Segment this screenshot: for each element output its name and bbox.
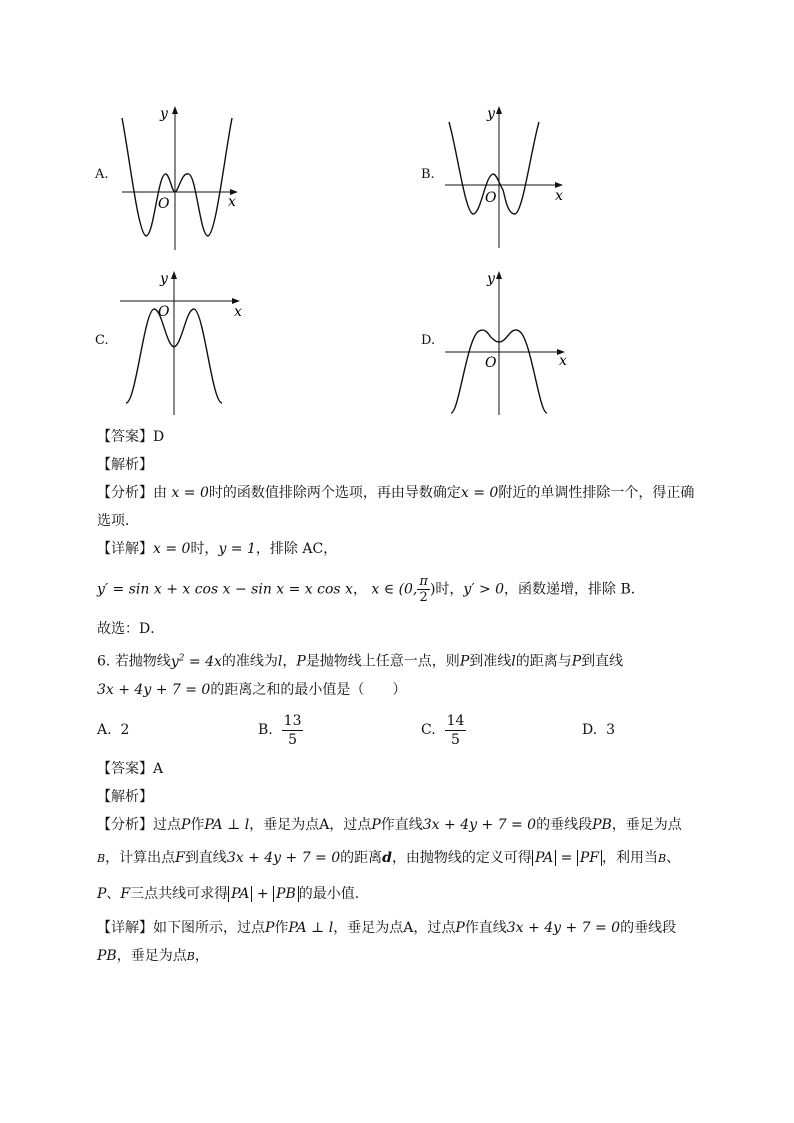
q6-option-a (97, 720, 129, 740)
q5-text: ， (352, 581, 367, 598)
q6-option-letter: D. (582, 722, 598, 738)
q5-math: x = 0 (153, 541, 191, 557)
graph-d-y-label: y (487, 271, 495, 287)
graph-d-x-label: x (559, 353, 567, 369)
q6-text: 到直线 (581, 653, 624, 670)
q6-xiangjie-line2: PB，垂足为点B， (97, 948, 209, 964)
option-label-a: A. (95, 167, 109, 182)
q5-interval-close: ) (429, 581, 436, 598)
graph-c-origin: O (158, 304, 170, 320)
q6-option-fraction (282, 712, 304, 749)
q6-xiangjie-line1: 【详解】如下图所示，过点P作PA ⊥ l，垂足为点A，过点P作直线3x + 4y + 7 = 0的垂线段 (97, 920, 677, 936)
q5-fenxi-text: 由 (153, 485, 167, 501)
q6-math: l (511, 653, 516, 670)
q6-answer-tag: 【答案】 (97, 761, 153, 777)
q6-fenxi-line3: P、F三点共线可求得 PA + PB 的最小值. (97, 886, 360, 902)
q6-option-fraction (445, 712, 467, 749)
q5-guxuan: 故选：D． (97, 621, 165, 637)
q5-math: y = 1 (218, 541, 256, 557)
graph-b (435, 100, 575, 255)
q6-option-b (258, 710, 303, 750)
graph-d (435, 265, 575, 420)
q5-text: 时， (190, 541, 219, 557)
option-label-c: C. (95, 333, 109, 348)
q6-text: 的距离之和的最小值是（ ） (210, 682, 407, 698)
graph-b-origin: O (485, 190, 497, 206)
q5-frac-den: 2 (419, 590, 428, 605)
q6-number: 6. (97, 653, 111, 670)
q6-text: 的准线为 (221, 653, 278, 670)
q5-fenxi-line1 (97, 483, 694, 503)
q6-frac-num: 13 (283, 712, 302, 729)
graph-c (110, 265, 250, 420)
q6-line-equation: 3x + 4y + 7 = 0 (97, 682, 211, 698)
q6-text: 是抛物线上任意一点，则 (305, 653, 460, 670)
q5-xiangjie-line1 (97, 539, 337, 559)
q6-stem-line1 (97, 648, 623, 672)
q5-text: ，函数递增，排除 B． (504, 581, 645, 598)
q6-fenxi-line2: B，计算出点F到直线3x + 4y + 7 = 0的距离d，由抛物线的定义可得 PA = PF ，利用当B、 (97, 850, 681, 866)
q5-fenxi-line2: 选项． (97, 513, 139, 529)
q5-xiangjie-line2 (97, 574, 645, 605)
q5-interval: x ∈ (0, (371, 581, 418, 598)
q5-text: 时， (435, 581, 464, 598)
q6-jiexi: 【解析】 (97, 789, 153, 805)
q6-option-letter: A. (97, 722, 112, 738)
q6-option-letter: C. (421, 722, 436, 738)
q6-option-d (582, 720, 615, 740)
option-label-b: B. (421, 167, 435, 182)
q6-frac-den: 5 (288, 731, 298, 748)
q5-text: ，排除 AC， (255, 541, 338, 557)
q6-frac-num: 14 (446, 712, 465, 729)
q6-math: P (459, 653, 470, 670)
graph-c-y-label: y (160, 271, 168, 287)
q6-xiangjie-tag: 【详解】 (97, 920, 153, 936)
q6-text: 若抛物线 (114, 653, 171, 670)
q6-option-value: 2 (120, 722, 130, 738)
q5-interval-fraction (417, 574, 430, 605)
q6-frac-den: 5 (451, 731, 460, 748)
q5-math: y′ > 0 (463, 581, 505, 598)
q6-answer-line (97, 759, 163, 779)
graph-a-y-label: y (160, 106, 168, 122)
q6-math: P (571, 653, 582, 670)
graph-a-origin: O (158, 196, 170, 212)
q6-math: P (296, 653, 306, 670)
q5-fenxi-text: 时的函数值排除两个选项，再由导数确定 (208, 485, 461, 501)
q5-fenxi-text: 附近的单调性排除一个，得正确 (498, 485, 695, 501)
q6-stem-line2 (97, 680, 406, 700)
q5-answer-tag: 【答案】 (97, 429, 153, 445)
graph-c-x-label: x (234, 304, 242, 320)
q6-text: 的距离与 (515, 653, 572, 670)
q5-answer-line (97, 427, 164, 447)
q6-text: 到准线 (469, 653, 512, 670)
q5-xiangjie-tag: 【详解】 (97, 541, 153, 557)
q5-fenxi-math: x = 0 (460, 485, 499, 501)
option-label-d: D. (421, 333, 436, 348)
q5-jiexi: 【解析】 (97, 457, 153, 473)
q5-fenxi-math: x = 0 (171, 485, 209, 501)
graph-d-origin: O (485, 355, 497, 371)
q5-fenxi-tag: 【分析】 (97, 485, 153, 501)
q5-answer-value: D (153, 429, 165, 445)
graph-a-x-label: x (228, 194, 236, 210)
q6-fenxi-line1: 【分析】过点P作PA ⊥ l，垂足为点A，过点P作直线3x + 4y + 7 = 0的垂线段PB，垂足为点 (97, 817, 682, 833)
q5-derivative: y′ = sin x + x cos x − sin x = x cos x (97, 581, 353, 598)
q6-fenxi-tag: 【分析】 (97, 817, 153, 833)
q6-option-letter: B. (258, 722, 273, 738)
graph-b-y-label: y (487, 106, 495, 122)
q6-math: l (277, 653, 283, 670)
graph-a (110, 100, 250, 255)
graph-a-curve (122, 118, 232, 236)
q6-option-c (421, 710, 466, 750)
q6-parabola: $y^2 = 4x$ (170, 653, 222, 670)
q6-text: ， (282, 653, 297, 670)
q5-frac-num: π (419, 574, 428, 589)
graph-b-x-label: x (555, 188, 563, 204)
q6-option-value: 3 (606, 722, 616, 738)
q6-answer-value: A (153, 761, 164, 777)
